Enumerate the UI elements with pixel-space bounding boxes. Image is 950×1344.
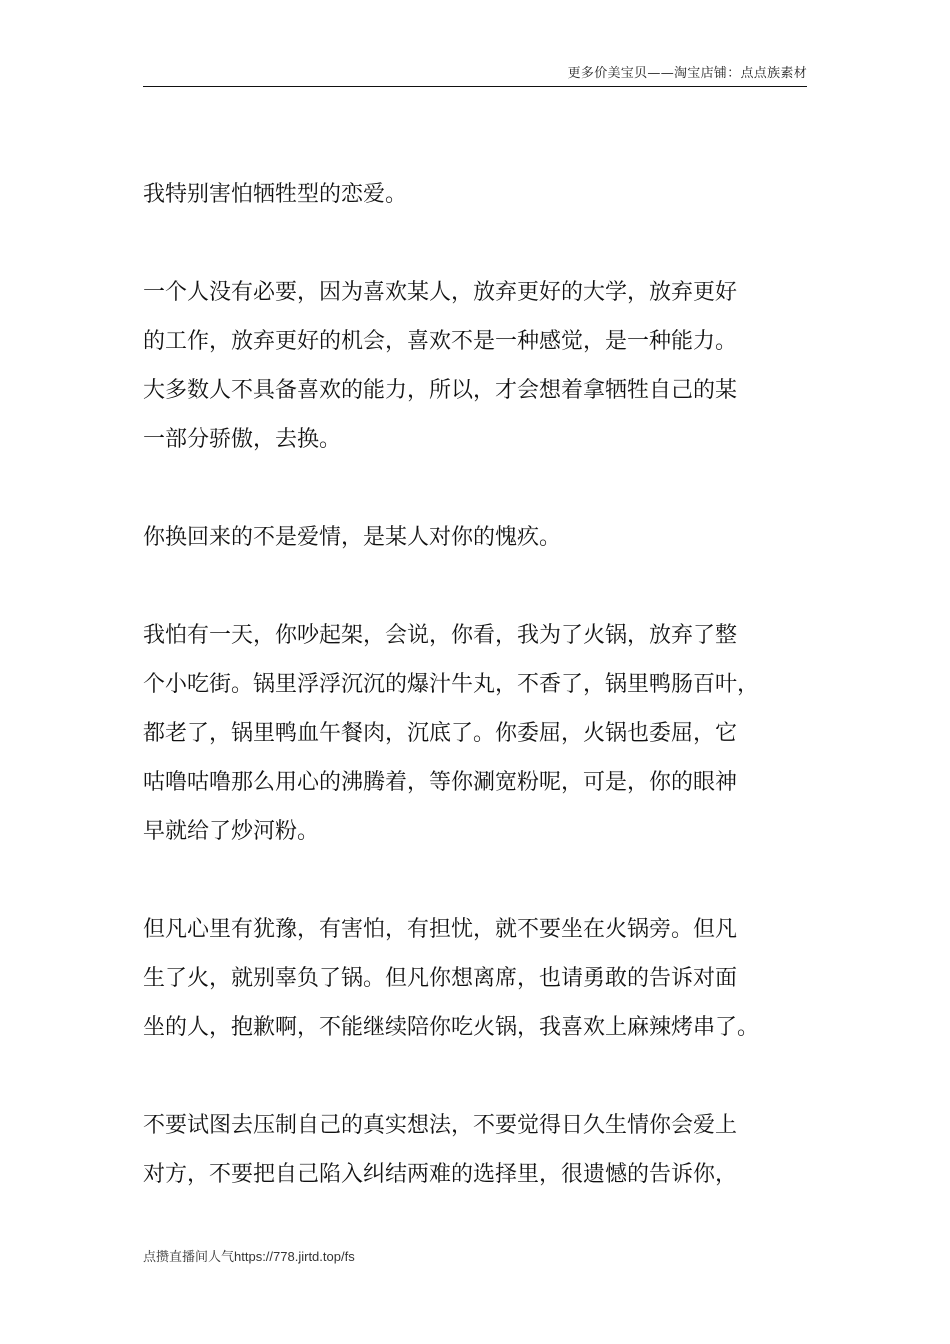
page-footer bbox=[143, 1248, 355, 1267]
text-line: 一部分骄傲，去换。 bbox=[143, 427, 342, 452]
footer-link[interactable]: https://778.jirtd.top/fs bbox=[234, 1249, 355, 1264]
text-line: 我特别害怕牺牲型的恋爱。 bbox=[143, 182, 408, 207]
text-line: 我怕有一天，你吵起架，会说，你看，我为了火锅，放弃了整 bbox=[143, 623, 738, 648]
document-body bbox=[143, 170, 815, 1199]
text-line: 都老了，锅里鸭血午餐肉，沉底了。你委屈，火锅也委屈，它 bbox=[143, 721, 738, 746]
text-line: 生了火，就别辜负了锅。但凡你想离席，也请勇敢的告诉对面 bbox=[143, 966, 738, 991]
text-line: 不要试图去压制自己的真实想法，不要觉得日久生情你会爱上 bbox=[143, 1113, 738, 1138]
text-line: 咕噜咕噜那么用心的沸腾着，等你涮宽粉呢，可是，你的眼神 bbox=[143, 770, 738, 795]
paragraph-1 bbox=[143, 170, 815, 219]
text-line: 早就给了炒河粉。 bbox=[143, 819, 320, 844]
paragraph-4 bbox=[143, 611, 815, 856]
text-line: 你换回来的不是爱情，是某人对你的愧疚。 bbox=[143, 525, 562, 550]
paragraph-2 bbox=[143, 268, 815, 464]
text-line: 但凡心里有犹豫，有害怕，有担忧，就不要坐在火锅旁。但凡 bbox=[143, 917, 738, 942]
paragraph-3 bbox=[143, 513, 815, 562]
text-line: 个小吃街。锅里浮浮沉沉的爆汁牛丸，不香了，锅里鸭肠百叶， bbox=[143, 672, 760, 697]
paragraph-5 bbox=[143, 905, 815, 1052]
text-line: 坐的人，抱歉啊，不能继续陪你吃火锅，我喜欢上麻辣烤串了。 bbox=[143, 1015, 760, 1040]
header-shop-text: 更多价美宝贝——淘宝店铺：点点族素材 bbox=[567, 66, 807, 81]
paragraph-6 bbox=[143, 1101, 815, 1199]
text-line: 的工作，放弃更好的机会，喜欢不是一种感觉，是一种能力。 bbox=[143, 329, 738, 354]
text-line: 对方，不要把自己陷入纠结两难的选择里，很遗憾的告诉你， bbox=[143, 1162, 738, 1187]
text-line: 一个人没有必要，因为喜欢某人，放弃更好的大学，放弃更好 bbox=[143, 280, 738, 305]
footer-label: 点攒直播间人气 bbox=[143, 1250, 235, 1265]
page-header bbox=[143, 64, 807, 87]
text-line: 大多数人不具备喜欢的能力，所以，才会想着拿牺牲自己的某 bbox=[143, 378, 738, 403]
